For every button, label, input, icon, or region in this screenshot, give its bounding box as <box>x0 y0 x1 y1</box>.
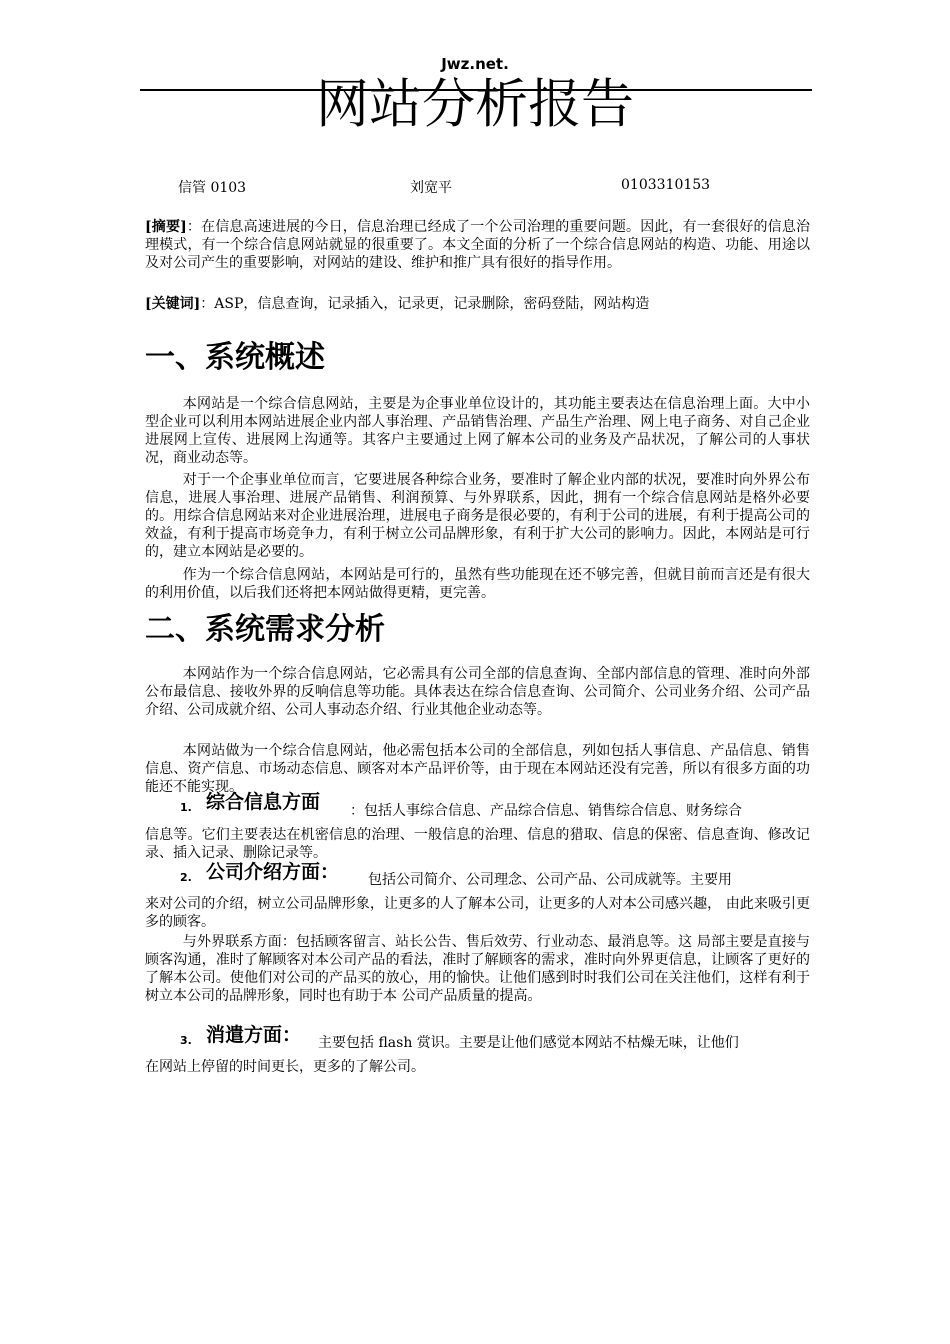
section1-p2: 对于一个企事业单位而言，它要进展各种综合业务，要准时了解企业内部的状况，要准时向外界公布信息，进展人事治理、进展产品销售、利润预算、与外界联系，因此，拥有一个综合信息网站是格外必要的。用综合信息网站来对企业进展治理，进展电子商务是很必要的，有利于公司的进展，有利于提高公司的效益，有利于提高市场竞争力，有利于树立公司品牌形象，有利于扩大公司的影响力。因此，本网站是可行的，建立本网站是必要的。 <box>145 472 810 560</box>
meta-student-id: 0103310153 <box>621 177 711 193</box>
section1-p1: 本网站是一个综合信息网站，主要是为企事业单位设计的，其功能主要表达在信息治理上面。大中小型企业可以利用本网站进展企业内部人事治理、产品销售治理、产品生产治理、网上电子商务、对自己企业进展网上宣传、进展网上沟通等。其客户主要通过上网了解本公司的业务及产品状况，了解公司的人事状况，商业动态等。 <box>145 396 810 466</box>
section1-heading: 一、系统概述 <box>145 340 325 375</box>
site-name: Jwz.net. <box>441 55 509 73</box>
section2-p1: 本网站作为一个综合信息网站，它必需具有公司全部的信息查询、全部内部信息的管理、准时向外部公布最信息、接收外界的反响信息等功能。具体表达在综合信息查询、公司简介、公司业务介绍、公司产品介绍、公司成就介绍、公司人事动态介绍、行业其他企业动态等。 <box>145 666 810 718</box>
list-item-1-rest: 信息等。它们主要表达在机密信息的治理、一般信息的治理、信息的猎取、信息的保密、信息查询、修改记录、插入记录、删除记录等。 <box>145 827 810 861</box>
keywords-label: [关键词] <box>145 296 201 312</box>
list-item-1-title: 综合信息方面 <box>206 791 321 813</box>
keywords <box>145 295 810 313</box>
list-item-3-rest: 在网站上停留的时间更长，更多的了解公司。 <box>145 1059 425 1075</box>
list-item-1-text: ：包括人事综合信息、产品综合信息、销售综合信息、财务综合 <box>350 803 742 819</box>
list-item-2-text: 包括公司简介、公司理念、公司产品、公司成就等。主要用 <box>368 872 732 888</box>
list-item-2-number: 2. <box>180 871 192 884</box>
section2-p2: 本网站做为一个综合信息网站，他必需包括本公司的全部信息，列如包括人事信息、产品信息、销售信息、资产信息、市场动态信息、顾客对本产品评价等，由于现在本网站还没有完善，所以有很多方面的功能还不能实现。 <box>145 743 810 795</box>
list-item-1-number: 1. <box>180 801 192 814</box>
list-item-2-rest: 来对公司的介绍，树立公司品牌形象，让更多的人了解本公司，让更多的人对本公司感兴趣， 由此来吸引更多的顾客。 <box>145 896 810 930</box>
list-item-3-text: 主要包括 flash 赏识。主要是让他们感觉本网站不枯燥无味，让他们 <box>318 1035 739 1051</box>
meta-author: 刘宽平 <box>410 180 452 196</box>
list-item-2-title: 公司介绍方面： <box>206 861 340 883</box>
section1-p3: 作为一个综合信息网站，本网站是可行的，虽然有些功能现在还不够完善，但就目前而言还是有很大的利用价值，以后我们还将把本网站做得更精，更完善。 <box>145 567 810 601</box>
abstract-label: [摘要] <box>145 219 187 235</box>
meta-class: 信管 0103 <box>178 180 247 196</box>
abstract-text: ：在信息高速进展的今日，信息治理已经成了一个公司治理的重要问题。因此，有一套很好的信息治理模式，有一个综合信息网站就显的很重要了。本文全面的分析了一个综合信息网站的构造、功能、用途以及对公司产生的重要影响，对网站的建设、维护和推广具有很好的指导作用。 <box>145 219 811 271</box>
document-title: 网站分析报告 <box>316 74 634 135</box>
keywords-text: ：ASP，信息查询，记录插入，记录更，记录删除，密码登陆，网站构造 <box>200 296 650 312</box>
section2-heading: 二、系统需求分析 <box>145 612 385 647</box>
outreach-paragraph: 与外界联系方面：包括顾客留言、站长公告、售后效劳、行业动态、最消息等。这 局部主要是直接与顾客沟通，准时了解顾客对本公司产品的看法，准时了解顾客的需求，准时向外界更信息，让顾客了更好的了解本公司。使他们对公司的产品买的放心，用的愉快。让他们感到时时我们公司在关注他们，这样有利于树立本公司的品牌形象，同时也有助于本 公司产品质量的提高。 <box>145 934 810 1004</box>
list-item-3-title: 消遣方面： <box>206 1024 302 1046</box>
list-item-3-number: 3. <box>180 1034 192 1047</box>
abstract <box>145 218 810 272</box>
